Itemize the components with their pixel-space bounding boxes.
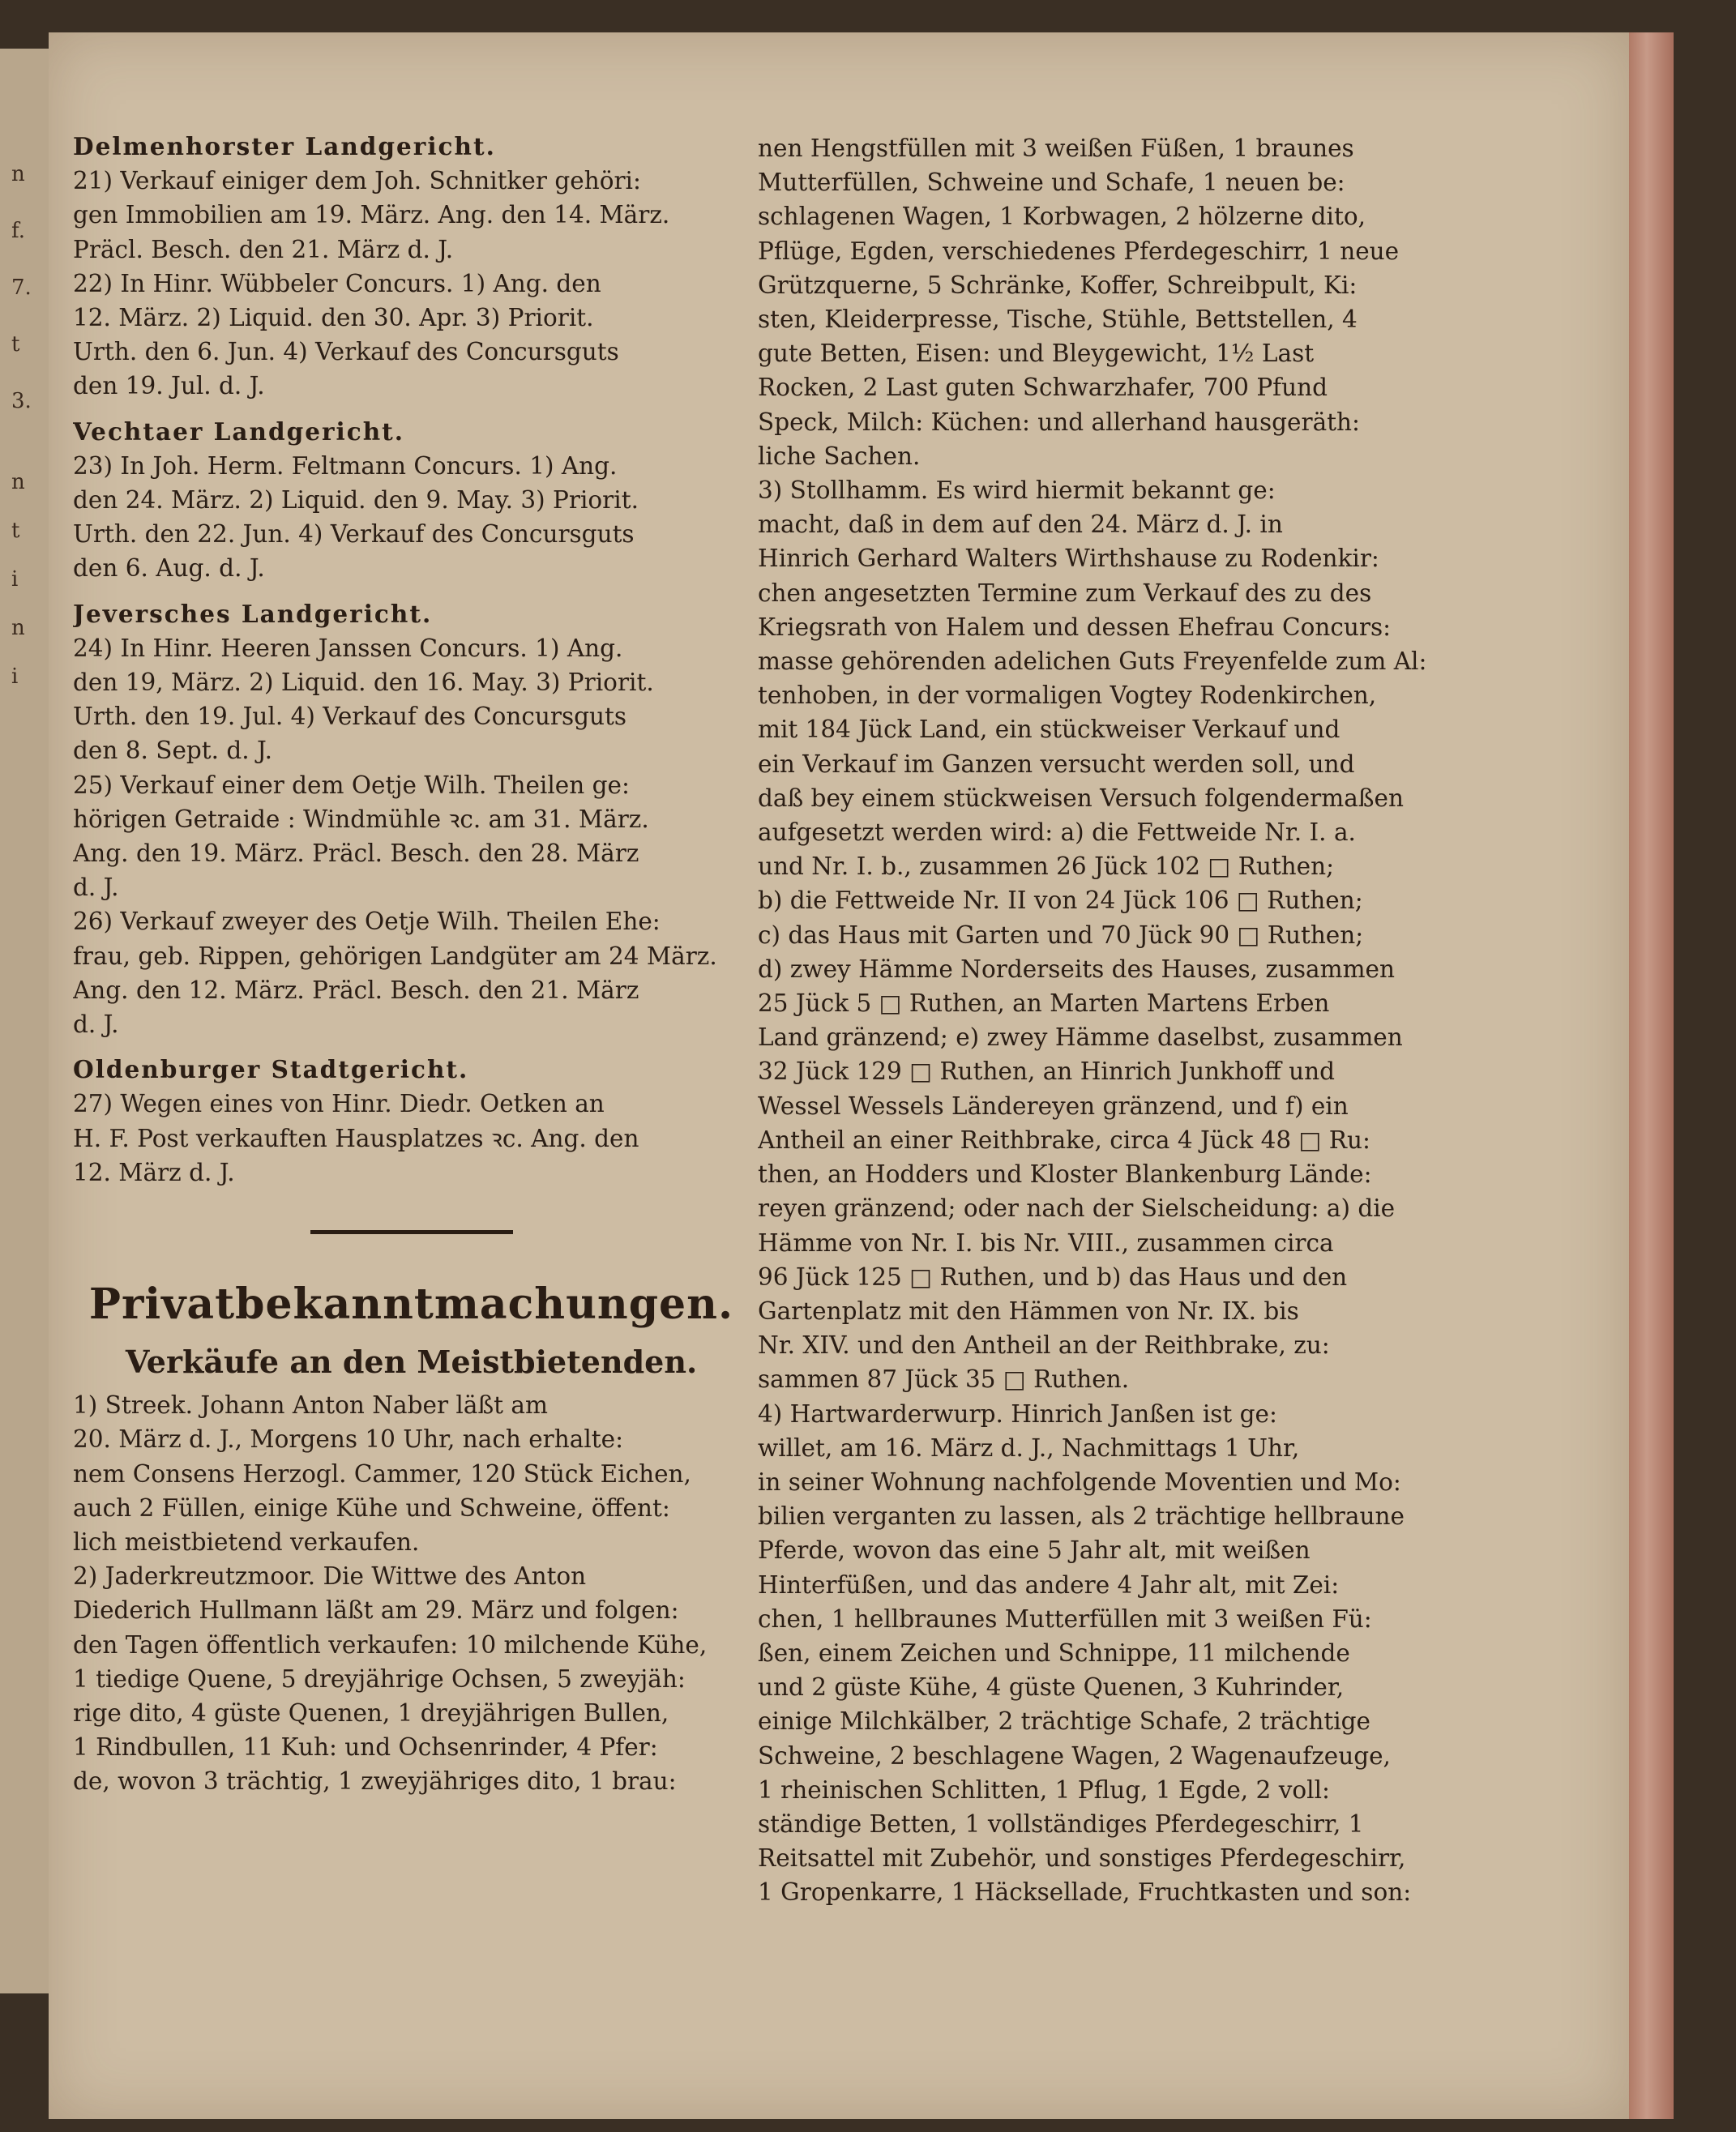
- previous-page-edge: [0, 49, 49, 1993]
- text-line: Hinterfüßen, und das andere 4 Jahr alt, mit Zei:: [758, 1570, 1340, 1599]
- left-column: [73, 130, 750, 1799]
- section-heading: Delmenhorster Landgericht.: [73, 132, 496, 160]
- text-line: den 6. Aug. d. J.: [73, 554, 265, 583]
- text-line: schlagenen Wagen, 1 Korbwagen, 2 hölzerne dito,: [758, 203, 1366, 231]
- text-line: 24) In Hinr. Heeren Janssen Concurs. 1) Ang.: [73, 634, 623, 662]
- text-line: tenhoben, in der vormaligen Vogtey Rodenkirchen,: [758, 681, 1377, 710]
- text-line: Pflüge, Egden, verschiedenes Pferdegeschirr, 1 neue: [758, 237, 1400, 265]
- text-line: nem Consens Herzogl. Cammer, 120 Stück Eichen,: [73, 1459, 691, 1488]
- text-line: Präcl. Besch. den 21. März d. J.: [73, 235, 454, 263]
- margin-fragment: 7.: [11, 276, 32, 300]
- text-line: den Tagen öffentlich verkaufen: 10 milchende Kühe,: [73, 1630, 708, 1659]
- text-line: den 19, März. 2) Liquid. den 16. May. 3) Priorit.: [73, 669, 654, 697]
- text-line: Kriegsrath von Halem und dessen Ehefrau Concurs:: [758, 613, 1392, 641]
- margin-fragment: 3.: [11, 389, 32, 413]
- page-edge: [1629, 32, 1674, 2119]
- text-line: Wessel Wessels Ländereyen gränzend, und f) ein: [758, 1092, 1349, 1120]
- text-line: 20. März d. J., Morgens 10 Uhr, nach erhalte:: [73, 1425, 624, 1454]
- section-heading: Oldenburger Stadtgericht.: [73, 1055, 469, 1084]
- text-line: 32 Jück 129 □ Ruthen, an Hinrich Junkhoff und: [758, 1057, 1335, 1086]
- text-line: 25) Verkauf einer dem Oetje Wilh. Theilen ge:: [73, 771, 630, 799]
- section-heading: Jeversches Landgericht.: [73, 599, 433, 628]
- text-line: daß bey einem stückweisen Versuch folgendermaßen: [758, 784, 1404, 812]
- text-line: und 2 güste Kühe, 4 güste Quenen, 3 Kuhrinder,: [758, 1673, 1345, 1702]
- text-line: Grützquerne, 5 Schränke, Koffer, Schreibpult, Ki:: [758, 271, 1358, 299]
- text-line: 96 Jück 125 □ Ruthen, und b) das Haus und den: [758, 1263, 1348, 1291]
- text-line: Gartenplatz mit den Hämmen von Nr. IX. bis: [758, 1297, 1299, 1325]
- text-line: Speck, Milch: Küchen: und allerhand hausgeräth:: [758, 408, 1360, 436]
- text-line: liche Sachen.: [758, 442, 921, 470]
- text-line: den 24. März. 2) Liquid. den 9. May. 3) Priorit.: [73, 486, 639, 515]
- text-line: 4) Hartwarderwurp. Hinrich Janßen ist ge:: [758, 1399, 1277, 1428]
- text-line: ßen, einem Zeichen und Schnippe, 11 milchende: [758, 1639, 1350, 1667]
- text-line: Urth. den 19. Jul. 4) Verkauf des Concursguts: [73, 703, 626, 731]
- margin-fragment: n: [11, 162, 25, 186]
- text-line: gen Immobilien am 19. März. Ang. den 14. März.: [73, 201, 670, 229]
- text-line: auch 2 Füllen, einige Kühe und Schweine, öffent:: [73, 1493, 670, 1522]
- text-line: Ang. den 19. März. Präcl. Besch. den 28. März: [73, 840, 639, 868]
- text-line: 1 tiedige Quene, 5 dreyjährige Ochsen, 5 zweyjäh:: [73, 1664, 686, 1693]
- text-line: Nr. XIV. und den Antheil an der Reithbrake, zu:: [758, 1331, 1330, 1360]
- margin-fragment: i: [11, 567, 19, 592]
- text-line: ein Verkauf im Ganzen versucht werden soll, und: [758, 750, 1355, 778]
- text-line: Hinrich Gerhard Walters Wirthshause zu Rodenkir:: [758, 545, 1379, 573]
- text-line: Antheil an einer Reithbrake, circa 4 Jück 48 □ Ru:: [758, 1126, 1370, 1154]
- right-column: [758, 131, 1435, 1910]
- margin-fragment: f.: [11, 219, 25, 243]
- text-line: then, an Hodders und Kloster Blankenburg Lände:: [758, 1160, 1372, 1189]
- section-heading: Vechtaer Landgericht.: [73, 417, 405, 446]
- text-line: 25 Jück 5 □ Ruthen, an Marten Martens Erben: [758, 989, 1330, 1018]
- text-line: Pferde, wovon das eine 5 Jahr alt, mit weißen: [758, 1536, 1311, 1565]
- margin-fragment: t: [11, 519, 20, 543]
- text-line: Rocken, 2 Last guten Schwarzhafer, 700 Pfund: [758, 374, 1328, 402]
- text-line: d) zwey Hämme Norderseits des Hauses, zusammen: [758, 955, 1396, 983]
- margin-fragment: i: [11, 664, 19, 689]
- text-line: 2) Jaderkreutzmoor. Die Wittwe des Anton: [73, 1562, 587, 1591]
- text-line: hörigen Getraide : Windmühle ꝛc. am 31. März.: [73, 805, 649, 833]
- text-line: nen Hengstfüllen mit 3 weißen Füßen, 1 braunes: [758, 135, 1354, 162]
- text-line: den 19. Jul. d. J.: [73, 372, 265, 400]
- text-line: einige Milchkälber, 2 trächtige Schafe, 2 trächtige: [758, 1707, 1371, 1736]
- text-line: aufgesetzt werden wird: a) die Fettweide Nr. I. a.: [758, 818, 1356, 847]
- text-line: d. J.: [73, 874, 119, 902]
- text-line: Hämme von Nr. I. bis Nr. VIII., zusammen circa: [758, 1228, 1334, 1257]
- text-line: macht, daß in dem auf den 24. März d. J. in: [758, 511, 1283, 539]
- text-line: Mutterfüllen, Schweine und Schafe, 1 neuen be:: [758, 169, 1345, 197]
- text-line: 26) Verkauf zweyer des Oetje Wilh. Theilen Ehe:: [73, 908, 661, 936]
- margin-fragment: t: [11, 332, 20, 357]
- text-line: 3) Stollhamm. Es wird hiermit bekannt ge:: [758, 476, 1276, 505]
- text-line: 22) In Hinr. Wübbeler Concurs. 1) Ang. den: [73, 269, 601, 297]
- text-line: 1 rheinischen Schlitten, 1 Pflug, 1 Egde, 2 voll:: [758, 1775, 1330, 1804]
- text-line: frau, geb. Rippen, gehörigen Landgüter am 24 März.: [73, 942, 717, 970]
- text-line: willet, am 16. März d. J., Nachmittags 1 Uhr,: [758, 1433, 1300, 1462]
- margin-fragment: n: [11, 470, 25, 494]
- text-line: 23) In Joh. Herm. Feltmann Concurs. 1) Ang.: [73, 451, 618, 480]
- text-line: 12. März d. J.: [73, 1158, 235, 1186]
- text-line: 1 Gropenkarre, 1 Häcksellade, Fruchtkasten und son:: [758, 1878, 1412, 1907]
- text-line: Schweine, 2 beschlagene Wagen, 2 Wagenaufzeuge,: [758, 1741, 1391, 1770]
- text-line: gute Betten, Eisen: und Bleygewicht, 1½ Last: [758, 340, 1315, 368]
- text-line: Urth. den 22. Jun. 4) Verkauf des Concursguts: [73, 520, 635, 549]
- text-line: Reitsattel mit Zubehör, und sonstiges Pferdegeschirr,: [758, 1844, 1406, 1873]
- text-line: c) das Haus mit Garten und 70 Jück 90 □ Ruthen;: [758, 921, 1364, 949]
- text-line: bilien verganten zu lassen, als 2 trächtige hellbraune: [758, 1502, 1405, 1531]
- text-line: Land gränzend; e) zwey Hämme daselbst, zusammen: [758, 1023, 1403, 1052]
- page-title: Privatbekanntmachungen.: [88, 1280, 734, 1330]
- text-line: b) die Fettweide Nr. II von 24 Jück 106 □ Ruthen;: [758, 887, 1363, 915]
- text-line: 27) Wegen eines von Hinr. Diedr. Oetken an: [73, 1090, 605, 1118]
- text-line: de, wovon 3 trächtig, 1 zweyjähriges dito, 1 brau:: [73, 1767, 677, 1796]
- text-line: 12. März. 2) Liquid. den 30. Apr. 3) Priorit.: [73, 304, 594, 332]
- text-line: ständige Betten, 1 vollständiges Pferdegeschirr, 1: [758, 1809, 1364, 1838]
- text-line: lich meistbietend verkaufen.: [73, 1527, 420, 1556]
- text-line: H. F. Post verkauften Hausplatzes ꝛc. Ang. den: [73, 1124, 639, 1152]
- text-line: Ang. den 12. März. Präcl. Besch. den 21. März: [73, 976, 639, 1004]
- text-line: in seiner Wohnung nachfolgende Moventien und Mo:: [758, 1468, 1401, 1496]
- text-line: chen angesetzten Termine zum Verkauf des zu des: [758, 579, 1372, 607]
- text-line: und Nr. I. b., zusammen 26 Jück 102 □ Ruthen;: [758, 852, 1335, 881]
- text-line: chen, 1 hellbraunes Mutterfüllen mit 3 weißen Fü:: [758, 1604, 1372, 1633]
- text-line: rige dito, 4 güste Quenen, 1 dreyjährigen Bullen,: [73, 1698, 669, 1727]
- text-line: d. J.: [73, 1010, 119, 1039]
- text-line: reyen gränzend; oder nach der Sielscheidung: a) die: [758, 1194, 1396, 1223]
- text-line: 1) Streek. Johann Anton Naber läßt am: [73, 1391, 548, 1420]
- section-subtitle: Verkäufe an den Meistbietenden.: [125, 1344, 698, 1381]
- text-line: den 8. Sept. d. J.: [73, 737, 272, 765]
- text-line: mit 184 Jück Land, ein stückweiser Verkauf und: [758, 716, 1340, 744]
- text-line: 21) Verkauf einiger dem Joh. Schnitker gehöri:: [73, 167, 641, 195]
- text-line: Urth. den 6. Jun. 4) Verkauf des Concursguts: [73, 338, 619, 366]
- divider-rule: [310, 1230, 513, 1234]
- text-line: sammen 87 Jück 35 □ Ruthen.: [758, 1365, 1130, 1394]
- text-line: masse gehörenden adelichen Guts Freyenfelde zum Al:: [758, 647, 1427, 676]
- text-line: 1 Rindbullen, 11 Kuh: und Ochsenrinder, 4 Pfer:: [73, 1733, 658, 1762]
- text-line: sten, Kleiderpresse, Tische, Stühle, Bettstellen, 4: [758, 305, 1358, 334]
- margin-fragment: n: [11, 616, 25, 640]
- text-line: Diederich Hullmann läßt am 29. März und folgen:: [73, 1596, 679, 1625]
